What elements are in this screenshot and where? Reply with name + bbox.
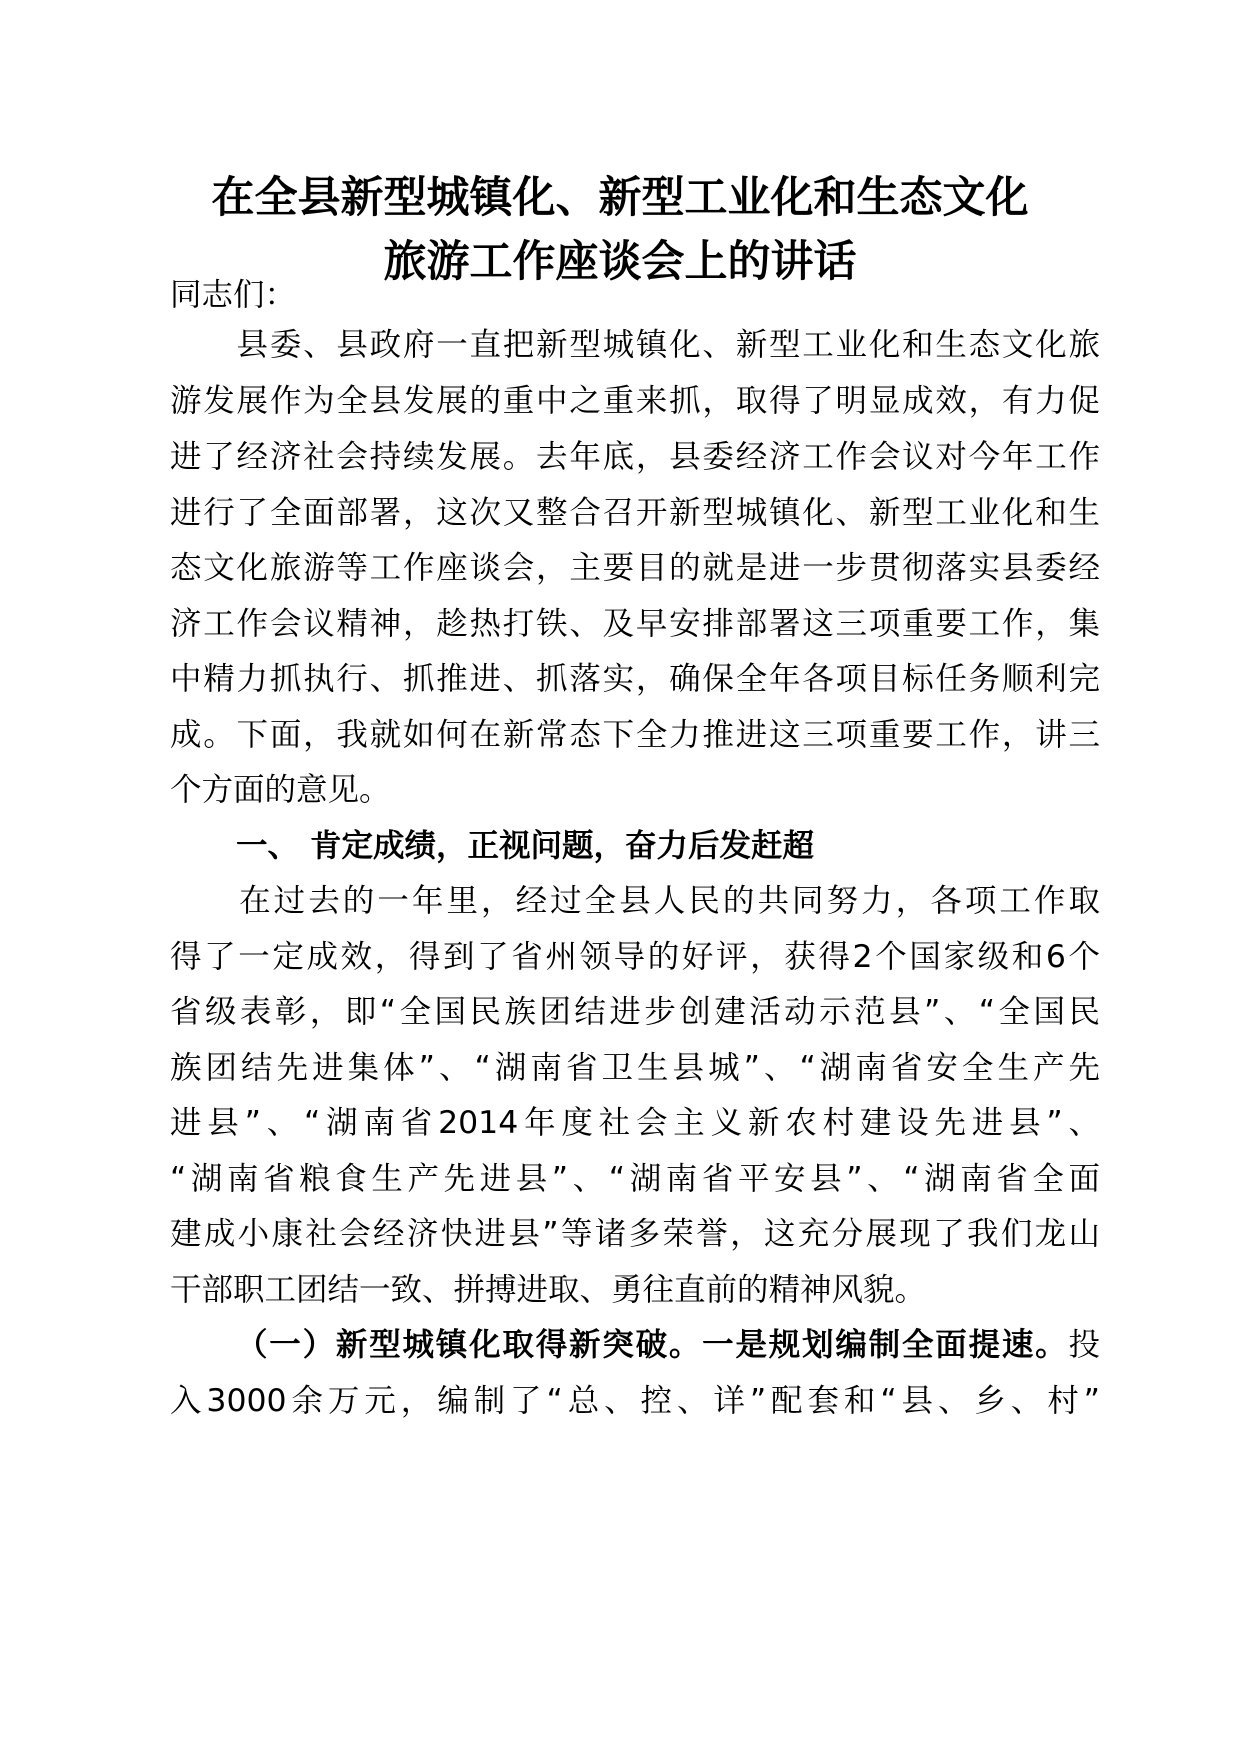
paragraph-1-line: 态文化旅游等工作座谈会，主要目的就是进一步贯彻落实县委经: [170, 550, 1100, 586]
paragraph-1-line: 成。下面，我就如何在新常态下全力推进这三项重要工作，讲三: [170, 717, 1100, 753]
subsection-lead: （一）新型城镇化取得新突破。一是规划编制全面提速。: [236, 1327, 1069, 1363]
document-title-line-1: 在全县新型城镇化、新型工业化和生态文化: [211, 173, 1029, 223]
paragraph-2-line: 在过去的一年里，经过全县人民的共同努力，各项工作取: [170, 883, 1100, 919]
paragraph-3-text: 投: [1068, 1327, 1100, 1363]
paragraph-2-line: 进县”、“湖南省2014年度社会主义新农村建设先进县”、: [170, 1105, 1100, 1141]
paragraph-1-line: 中精力抓执行、抓推进、抓落实，确保全年各项目标任务顺利完: [170, 661, 1100, 697]
paragraph-1-line: 进行了全面部署，这次又整合召开新型城镇化、新型工业化和生: [170, 495, 1100, 531]
paragraph-3-line-2: 入3000余万元，编制了“总、控、详”配套和“县、乡、村”: [170, 1383, 1100, 1419]
salutation: 同志们：: [170, 277, 297, 313]
paragraph-1-line: 游发展作为全县发展的重中之重来抓，取得了明显成效，有力促: [170, 383, 1100, 419]
paragraph-2-line: 族团结先进集体”、“湖南省卫生县城”、“湖南省安全生产先: [170, 1050, 1100, 1086]
paragraph-1-line: 进了经济社会持续发展。去年底，县委经济工作会议对今年工作: [170, 439, 1100, 475]
section-heading-1: 一、 肯定成绩，正视问题，奋力后发赶超: [236, 828, 814, 864]
paragraph-2-line: 得了一定成效，得到了省州领导的好评，获得2个国家级和6个: [170, 939, 1100, 975]
paragraph-1-line: 济工作会议精神，趁热打铁、及早安排部署这三项重要工作，集: [170, 606, 1100, 642]
paragraph-2-line: 省级表彰，即“全国民族团结进步创建活动示范县”、“全国民: [170, 994, 1100, 1030]
paragraph-2-line: 建成小康社会经济快进县”等诸多荣誉，这充分展现了我们龙山: [170, 1216, 1100, 1252]
paragraph-1-line: 县委、县政府一直把新型城镇化、新型工业化和生态文化旅: [170, 327, 1100, 363]
paragraph-3-line-1: [236, 1314, 1100, 1376]
document-title-line-2: 旅游工作座谈会上的讲话: [383, 237, 857, 287]
paragraph-1-line: 个方面的意见。: [170, 772, 391, 808]
paragraph-2-line: “湖南省粮食生产先进县”、“湖南省平安县”、“湖南省全面: [170, 1161, 1100, 1197]
paragraph-2-line: 干部职工团结一致、拼搏进取、勇往直前的精神风貌。: [170, 1272, 927, 1308]
